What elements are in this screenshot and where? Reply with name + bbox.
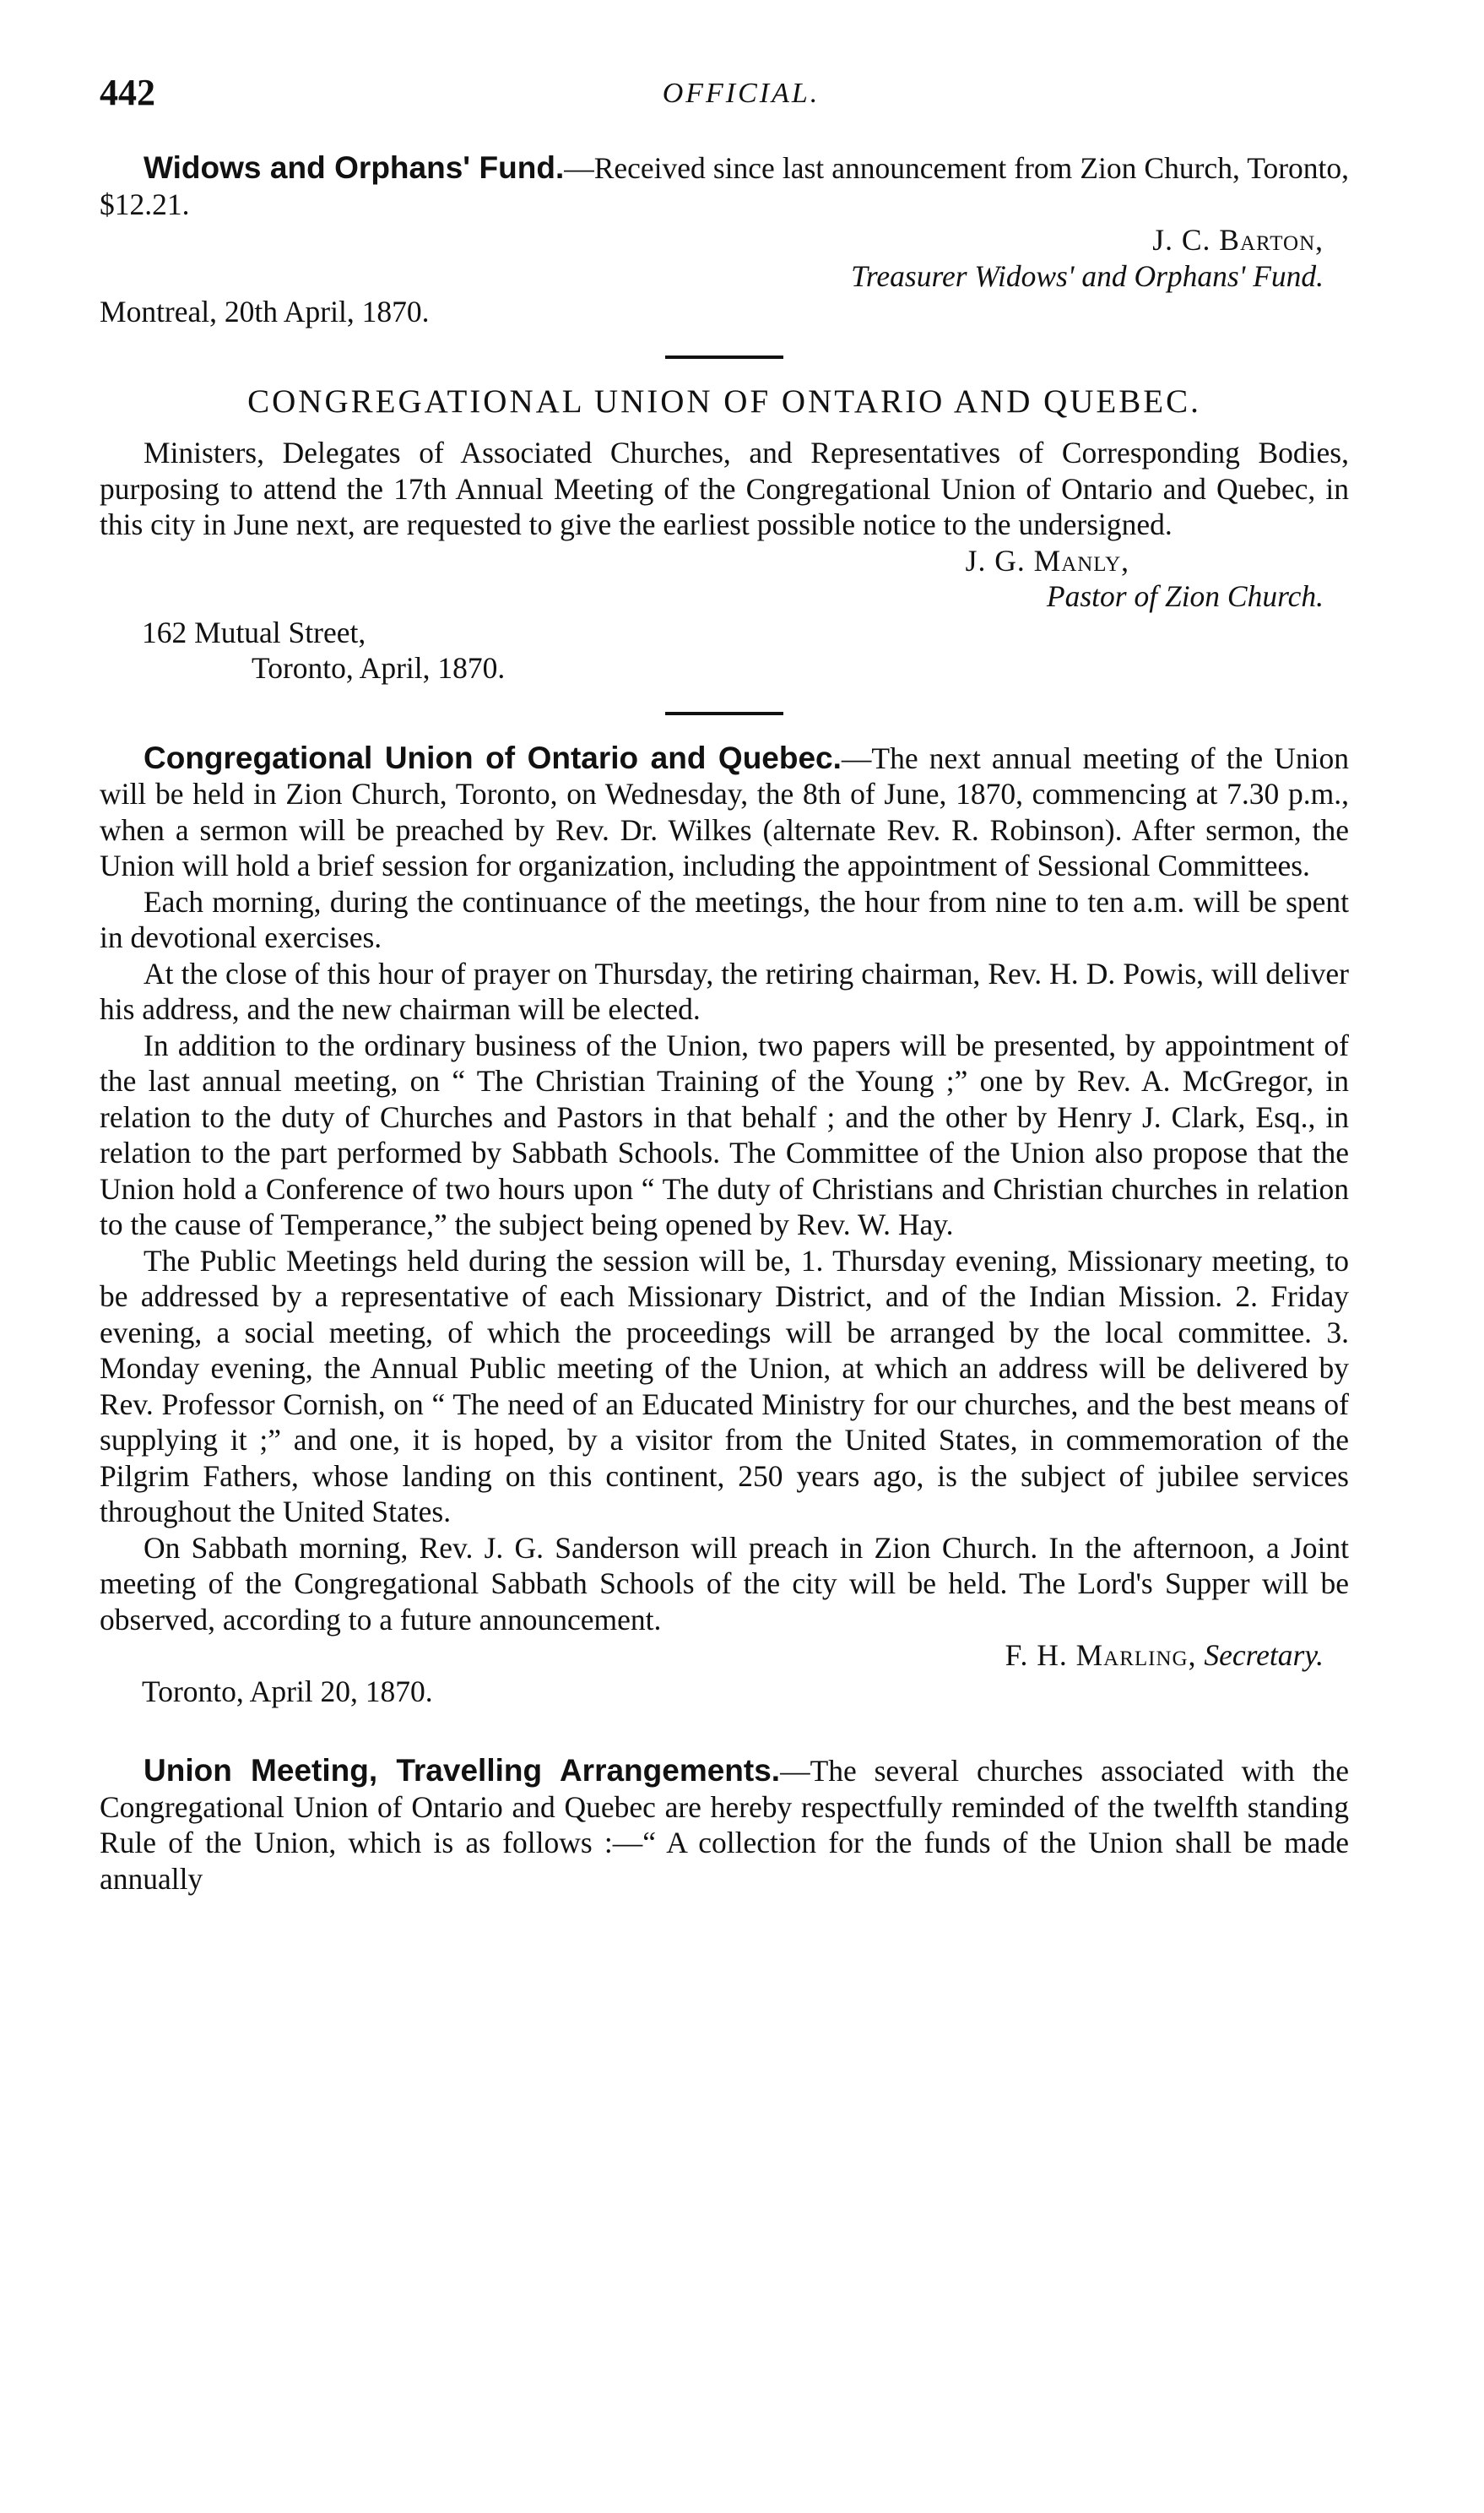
travel-arrangements-notice <box>100 1753 1349 1897</box>
widows-fund-paragraph <box>100 150 1349 222</box>
meeting-paragraph-6: On Sabbath morning, Rev. J. G. Sanderson will preach in Zion Church. In the afternoon, a Joint meeting of the Congregational Sabbath Schools of the city will be held. The Lord's Supper will be observed, according to a future announcement. <box>100 1530 1349 1636</box>
meeting-lead: Congregational Union of Ontario and Quebec. <box>144 740 842 775</box>
meeting-paragraph-2: Each morning, during the continuance of the meetings, the hour from nine to ten a.m. will be spent in devotional exercises. <box>100 884 1349 954</box>
meeting-paragraph-5: The Public Meetings held during the session will be, 1. Thursday evening, Missionary meeting, to be addressed by a representative of each Missionary District, and of the Indian Mission. 2. Friday evening, a social meeting, of which the proceedings will be arranged by the local committee. 3. Monday evening, the Annual Public meeting of the Union, at which an address will be delivered by Rev. Professor Cornish, on “ The need of an Educated Ministry for our churches, and the best means of supplying it ;” and one, it is hoped, by a visitor from the United States, in commemoration of the Pilgrim Fathers, whose landing on this continent, 250 years ago, is the subject of jubilee services throughout the United States. <box>100 1243 1349 1528</box>
meeting-paragraph-1 <box>100 741 1349 884</box>
travel-text: —The several churches associated with the Congregational Union of Ontario and Quebec are hereby respectfully reminded of the twelfth standing Rule of the Union, which is as follows :—“ A collection for the funds of the Union shall be made annually <box>100 1754 1349 1896</box>
union-notice-text: Ministers, Delegates of Associated Churches, and Representatives of Corresponding Bodies, purposing to attend the 17th Annual Meeting of the Congregational Union of Ontario and Quebec, in this city in June next, are requested to give the earliest possible notice to the undersigned. <box>100 436 1349 541</box>
union-notice-signature-name: J. G. Manly, <box>965 543 1129 578</box>
widows-fund-signature-name: J. C. Barton, <box>1152 223 1324 257</box>
union-notice-signature-title: Pastor of Zion Church. <box>1046 579 1324 613</box>
meeting-paragraph-1-text: —The next annual meeting of the Union will be held in Zion Church, Toronto, on Wednesday, the 8th of June, 1870, commencing at 7.30 p.m., when a sermon will be preached by Rev. Dr. Wilkes (alternate Rev. R. Robinson). After sermon, the Union will hold a brief session for organization, including the appointment of Sessional Committees. <box>100 741 1349 882</box>
travel-paragraph <box>100 1753 1349 1897</box>
union-delegates-notice <box>100 384 1349 687</box>
meeting-paragraph-4: In addition to the ordinary business of the Union, two papers will be presented, by appointment of the last annual meeting, on “ The Christian Training of the Young ;” one by Rev. A. McGregor, in relation to the duty of Churches and Pastors in that behalf ; and the other by Henry J. Clark, Esq., in relation to the part performed by Sabbath Schools. The Committee of the Union also propose that the Union hold a Conference of two hours upon “ The duty of Christians and Christian churches in relation to the cause of Temperance,” the subject being opened by Rev. W. Hay. <box>100 1028 1349 1241</box>
widows-fund-lead: Widows and Orphans' Fund. <box>144 150 565 185</box>
union-annual-meeting-notice <box>100 741 1349 1710</box>
meeting-signature-name: F. H. Marling, <box>1005 1638 1197 1672</box>
page-header <box>100 71 1383 122</box>
running-head: OFFICIAL. <box>662 78 821 109</box>
widows-fund-text: —Received since last announcement from Zion Church, Toronto, $12.21. <box>100 151 1349 221</box>
union-notice-address: 162 Mutual Street, <box>142 615 366 649</box>
divider-rule <box>665 712 783 715</box>
union-notice-heading: CONGREGATIONAL UNION OF ONTARIO AND QUEBEC. <box>247 383 1201 420</box>
meeting-signature <box>100 1637 1349 1674</box>
widows-fund-date: Montreal, 20th April, 1870. <box>100 295 430 328</box>
meeting-date: Toronto, April 20, 1870. <box>142 1674 433 1708</box>
travel-lead: Union Meeting, Travelling Arrangements. <box>144 1753 781 1788</box>
meeting-signature-title: Secretary. <box>1204 1638 1324 1672</box>
union-notice-date: Toronto, April, 1870. <box>252 651 506 685</box>
divider-rule <box>665 356 783 359</box>
page-body <box>100 150 1349 1897</box>
widows-fund-signature-title: Treasurer Widows' and Orphans' Fund. <box>851 258 1324 293</box>
spacer <box>100 1709 1349 1731</box>
meeting-paragraph-3: At the close of this hour of prayer on Thursday, the retiring chairman, Rev. H. D. Powis, will deliver his address, and the new chairman will be elected. <box>100 956 1349 1026</box>
page-number: 442 <box>100 72 155 113</box>
widows-fund-notice <box>100 150 1349 330</box>
spacer <box>100 1731 1349 1753</box>
